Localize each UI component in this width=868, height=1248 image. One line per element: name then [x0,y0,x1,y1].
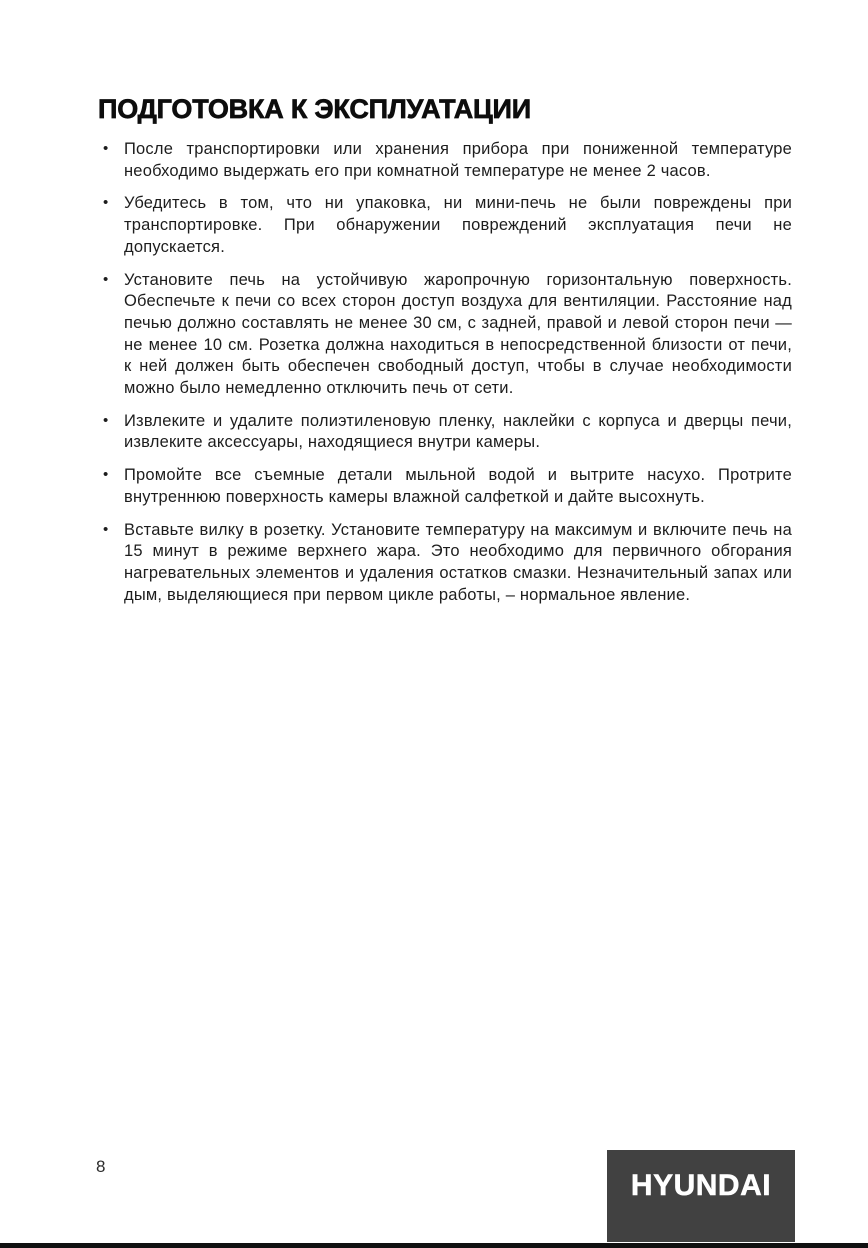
list-item-text: Установите печь на устойчивую жаропрочную горизонтальную поверхность. Обеспечьте к печи со всех сторон доступ воздуха для вентиляции. Расстояние над печью должно составлять не менее 30 см, с задней, правой и левой сторон печи — не менее 10 см. Розетка должна находиться в непосредственной близости от печи, к ней должен быть обеспечен свободный доступ, чтобы в случае необходимости можно было немедленно отключить печь от сети. [124,270,792,398]
page-title: ПОДГОТОВКА К ЭКСПЛУАТАЦИИ [98,94,531,124]
list-item-text: Промойте все съемные детали мыльной водой и вытрите насухо. Протрите внутреннюю поверхность камеры влажной салфеткой и дайте высохнуть. [124,466,792,506]
list-item [98,139,792,182]
bullet-icon: • [103,466,109,484]
list-item-text: Извлеките и удалите полиэтиленовую пленку, наклейки с корпуса и дверцы печи, извлеките аксессуары, находящиеся внутри камеры. [124,411,792,452]
list-item [98,270,792,400]
bullet-icon: • [103,140,109,157]
bullet-icon: • [103,194,109,212]
bullet-icon: • [103,270,109,288]
page-content [98,94,792,617]
list-item [98,193,792,258]
page-number: 8 [96,1157,106,1176]
hyundai-logo [607,1150,795,1242]
hyundai-logo-text: HYUNDAI [630,1169,772,1202]
list-item [98,520,792,607]
list-item [98,465,792,508]
bullet-icon: • [103,411,109,429]
bullet-list [98,139,792,606]
list-item [98,411,792,454]
page-bottom-edge [0,1243,868,1248]
list-item-text: Вставьте вилку в розетку. Установите температуру на максимум и включите печь на 15 минут в режиме верхнего жара. Это необходимо для первичного обгорания нагревательных элементов и удаления остатков смазки. Незначительный запах или дым, выделяющиеся при первом цикле работы, – нормальное явление. [124,520,792,604]
list-item-text: Убедитесь в том, что ни упаковка, ни мини-печь не были повреждены при транспортировке. При обнаружении повреждений эксплуатация печи не допускается. [124,194,792,256]
bullet-icon: • [103,520,109,538]
list-item-text: После транспортировки или хранения прибора при пониженной температуре необходимо выдержать его при комнатной температуре не менее 2 часов. [124,140,792,180]
